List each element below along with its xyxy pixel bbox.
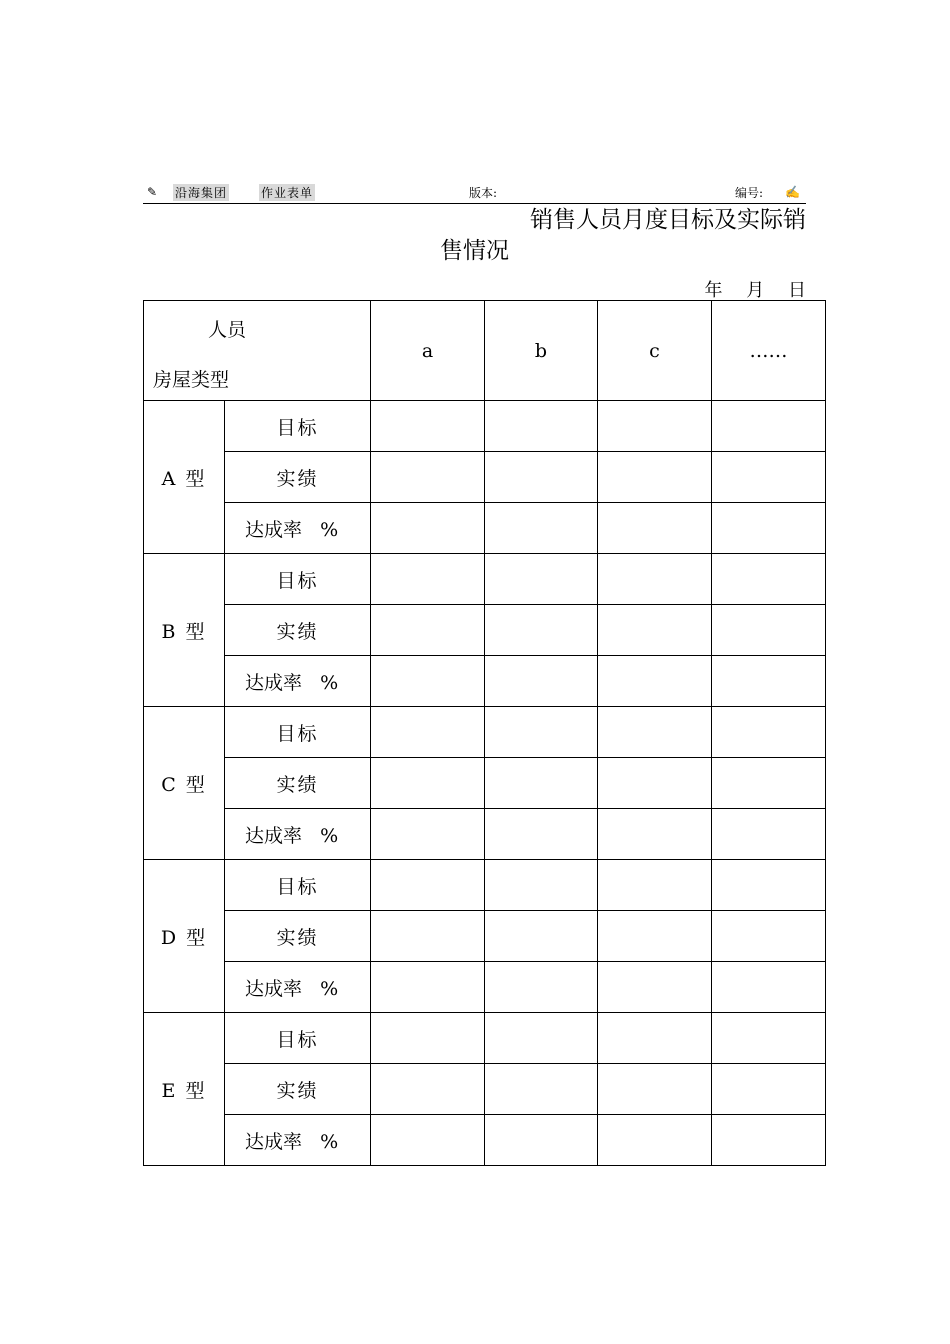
metric-label: 达成率 %	[225, 962, 371, 1013]
data-cell[interactable]	[598, 860, 712, 911]
data-cell[interactable]	[712, 962, 826, 1013]
data-cell[interactable]	[485, 656, 598, 707]
data-cell[interactable]	[598, 1013, 712, 1064]
table-row	[144, 554, 826, 605]
table-row	[144, 707, 826, 758]
corner-cell	[144, 301, 371, 401]
data-cell[interactable]	[485, 503, 598, 554]
date-line: 年 月 日	[704, 280, 806, 301]
data-cell[interactable]	[712, 860, 826, 911]
data-cell[interactable]	[712, 1115, 826, 1166]
metric-label: 达成率 %	[225, 1115, 371, 1166]
house-type-label: E 型	[144, 1013, 225, 1166]
data-cell[interactable]	[712, 911, 826, 962]
data-cell[interactable]	[712, 758, 826, 809]
company-name: 沿海集团	[175, 186, 228, 200]
sales-target-table	[143, 300, 826, 1166]
title-line-1: 销售人员月度目标及实际销	[530, 207, 806, 233]
metric-label: 实绩	[225, 911, 371, 962]
data-cell[interactable]	[485, 1064, 598, 1115]
data-cell[interactable]	[485, 962, 598, 1013]
metric-label: 实绩	[225, 605, 371, 656]
data-cell[interactable]	[598, 656, 712, 707]
data-cell[interactable]	[371, 911, 485, 962]
data-cell[interactable]	[485, 452, 598, 503]
data-cell[interactable]	[712, 656, 826, 707]
data-cell[interactable]	[598, 809, 712, 860]
data-cell[interactable]	[371, 452, 485, 503]
metric-label: 目标	[225, 1013, 371, 1064]
table-row	[144, 962, 826, 1013]
data-cell[interactable]	[371, 554, 485, 605]
table-row	[144, 1013, 826, 1064]
data-cell[interactable]	[485, 1115, 598, 1166]
data-cell[interactable]	[485, 605, 598, 656]
data-cell[interactable]	[485, 554, 598, 605]
table-row	[144, 401, 826, 452]
data-cell[interactable]	[712, 1013, 826, 1064]
metric-label: 目标	[225, 860, 371, 911]
table-row	[144, 452, 826, 503]
table-row	[144, 503, 826, 554]
data-cell[interactable]	[371, 1064, 485, 1115]
column-header: c	[598, 301, 712, 401]
data-cell[interactable]	[712, 1064, 826, 1115]
data-cell[interactable]	[485, 809, 598, 860]
data-cell[interactable]	[598, 452, 712, 503]
hand-mark-icon: ✍	[785, 185, 800, 199]
data-cell[interactable]	[371, 758, 485, 809]
table-row	[144, 860, 826, 911]
metric-label: 实绩	[225, 758, 371, 809]
data-cell[interactable]	[371, 1115, 485, 1166]
data-cell[interactable]	[712, 401, 826, 452]
pen-mark-icon: ✎	[147, 185, 158, 199]
data-cell[interactable]	[712, 554, 826, 605]
data-cell[interactable]	[371, 656, 485, 707]
data-cell[interactable]	[371, 860, 485, 911]
data-cell[interactable]	[598, 758, 712, 809]
data-cell[interactable]	[598, 1064, 712, 1115]
house-type-header: 房屋类型	[153, 369, 230, 391]
data-cell[interactable]	[598, 605, 712, 656]
data-cell[interactable]	[712, 503, 826, 554]
metric-label: 达成率 %	[225, 656, 371, 707]
table-row	[144, 1064, 826, 1115]
column-header: a	[371, 301, 485, 401]
data-cell[interactable]	[598, 1115, 712, 1166]
data-cell[interactable]	[371, 962, 485, 1013]
data-cell[interactable]	[712, 605, 826, 656]
house-type-label: A 型	[144, 401, 225, 554]
data-cell[interactable]	[598, 554, 712, 605]
document-header	[143, 183, 806, 204]
table-row	[144, 809, 826, 860]
table-row	[144, 656, 826, 707]
column-header: ……	[712, 301, 826, 401]
data-cell[interactable]	[712, 809, 826, 860]
data-cell[interactable]	[598, 503, 712, 554]
data-cell[interactable]	[485, 758, 598, 809]
data-cell[interactable]	[485, 911, 598, 962]
title-line-2: 售情况	[440, 238, 509, 264]
data-cell[interactable]	[712, 452, 826, 503]
data-cell[interactable]	[598, 707, 712, 758]
data-cell[interactable]	[485, 707, 598, 758]
data-cell[interactable]	[371, 707, 485, 758]
table-row	[144, 605, 826, 656]
data-cell[interactable]	[371, 503, 485, 554]
data-cell[interactable]	[485, 401, 598, 452]
form-type: 作业表单	[261, 186, 314, 200]
data-cell[interactable]	[371, 1013, 485, 1064]
version-label: 版本:	[469, 186, 498, 200]
data-cell[interactable]	[712, 707, 826, 758]
data-cell[interactable]	[598, 962, 712, 1013]
column-header: b	[485, 301, 598, 401]
metric-label: 目标	[225, 707, 371, 758]
house-type-label: D 型	[144, 860, 225, 1013]
data-cell[interactable]	[485, 1013, 598, 1064]
metric-label: 目标	[225, 401, 371, 452]
form-title	[360, 205, 806, 267]
table-row	[144, 1115, 826, 1166]
header-row	[144, 301, 826, 401]
data-cell[interactable]	[371, 401, 485, 452]
data-cell[interactable]	[371, 605, 485, 656]
table-row	[144, 758, 826, 809]
number-label: 编号:	[735, 186, 764, 200]
metric-label: 实绩	[225, 1064, 371, 1115]
metric-label: 目标	[225, 554, 371, 605]
data-cell[interactable]	[371, 809, 485, 860]
data-cell[interactable]	[598, 401, 712, 452]
house-type-label: C 型	[144, 707, 225, 860]
staff-header: 人员	[208, 319, 247, 341]
table-row	[144, 911, 826, 962]
metric-label: 达成率 %	[225, 809, 371, 860]
data-cell[interactable]	[598, 911, 712, 962]
metric-label: 达成率 %	[225, 503, 371, 554]
data-cell[interactable]	[485, 860, 598, 911]
house-type-label: B 型	[144, 554, 225, 707]
metric-label: 实绩	[225, 452, 371, 503]
